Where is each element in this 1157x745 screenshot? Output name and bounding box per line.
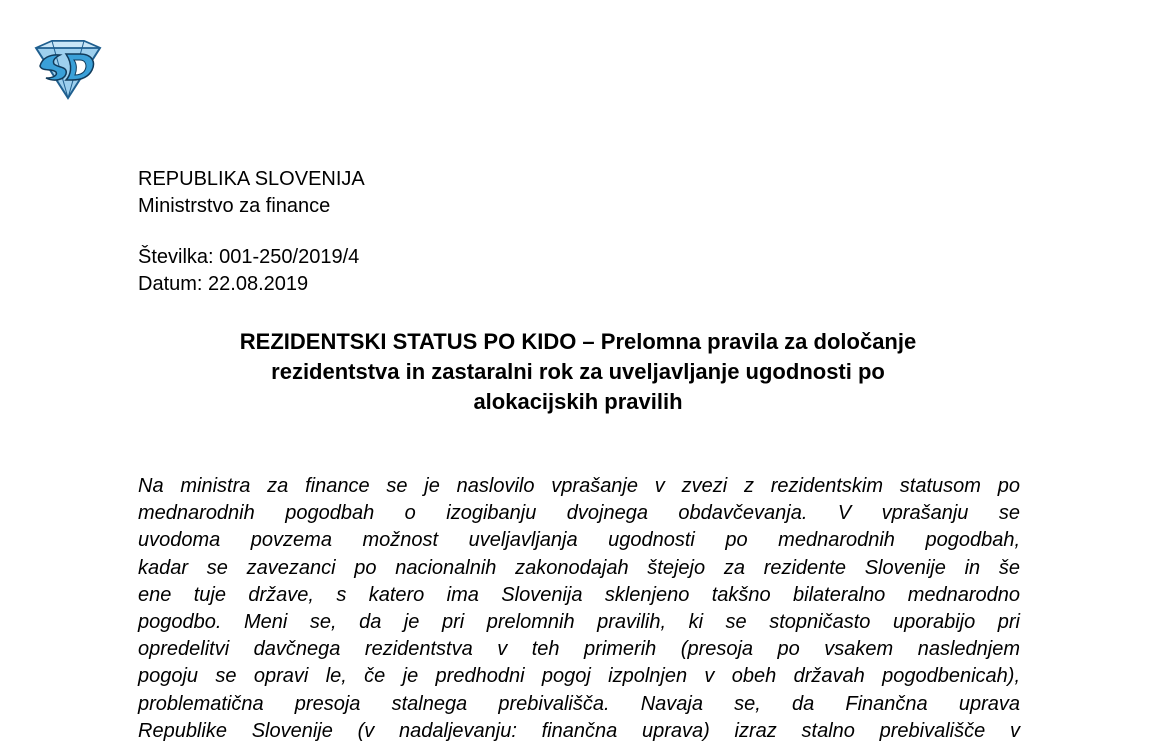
body-line: pogoju se opravi le, če je predhodni pogoj izpolnjen v obeh državah pogodbenicah),	[138, 665, 1020, 688]
document-date: Datum: 22.08.2019	[138, 273, 309, 295]
document-meta	[138, 244, 359, 298]
body-line: Republike Slovenije (v nadaljevanju: finančna uprava) izraz stalno prebivališče v	[138, 719, 1020, 742]
sd-diamond-logo-icon	[30, 40, 104, 100]
document-number: Številka: 001-250/2019/4	[138, 246, 360, 268]
document-title	[118, 327, 1038, 417]
body-line: ene tuje države, s katero ima Slovenija sklenjeno takšno bilateralno mednarodno	[138, 583, 1020, 606]
title-line: alokacijskih pravilih	[473, 389, 683, 414]
body-line: uvodoma povzema možnost uveljavljanja ugodnosti po mednarodnih pogodbah,	[138, 529, 1020, 552]
country-name: REPUBLIKA SLOVENIJA	[138, 168, 365, 190]
ministry-name: Ministrstvo za finance	[138, 195, 331, 217]
ministry-logo	[30, 40, 104, 100]
body-line: Na ministra za finance se je naslovilo vprašanje v zvezi z rezidentskim statusom po	[138, 475, 1020, 497]
body-line: kadar se zavezanci po nacionalnih zakonodajah štejejo za rezidente Slovenije in še	[138, 556, 1020, 579]
body-line: problematična presoja stalnega prebivališča. Navaja se, da Finančna uprava	[138, 692, 1020, 715]
title-line: rezidentstva in zastaralni rok za uveljavljanje ugodnosti po	[271, 359, 885, 384]
body-line: pogodbo. Meni se, da je pri prelomnih pravilih, ki se stopničasto uporabijo pri	[138, 610, 1020, 633]
body-paragraph	[138, 473, 1020, 745]
issuer-block	[138, 166, 365, 220]
body-line: opredelitvi davčnega rezidentstva v teh primerih (presoja po vsakem naslednjem	[138, 638, 1020, 661]
title-line: REZIDENTSKI STATUS PO KIDO – Prelomna pravila za določanje	[239, 329, 917, 354]
body-line: mednarodnih pogodbah o izogibanju dvojnega obdavčevanja. V vprašanju se	[138, 502, 1020, 525]
